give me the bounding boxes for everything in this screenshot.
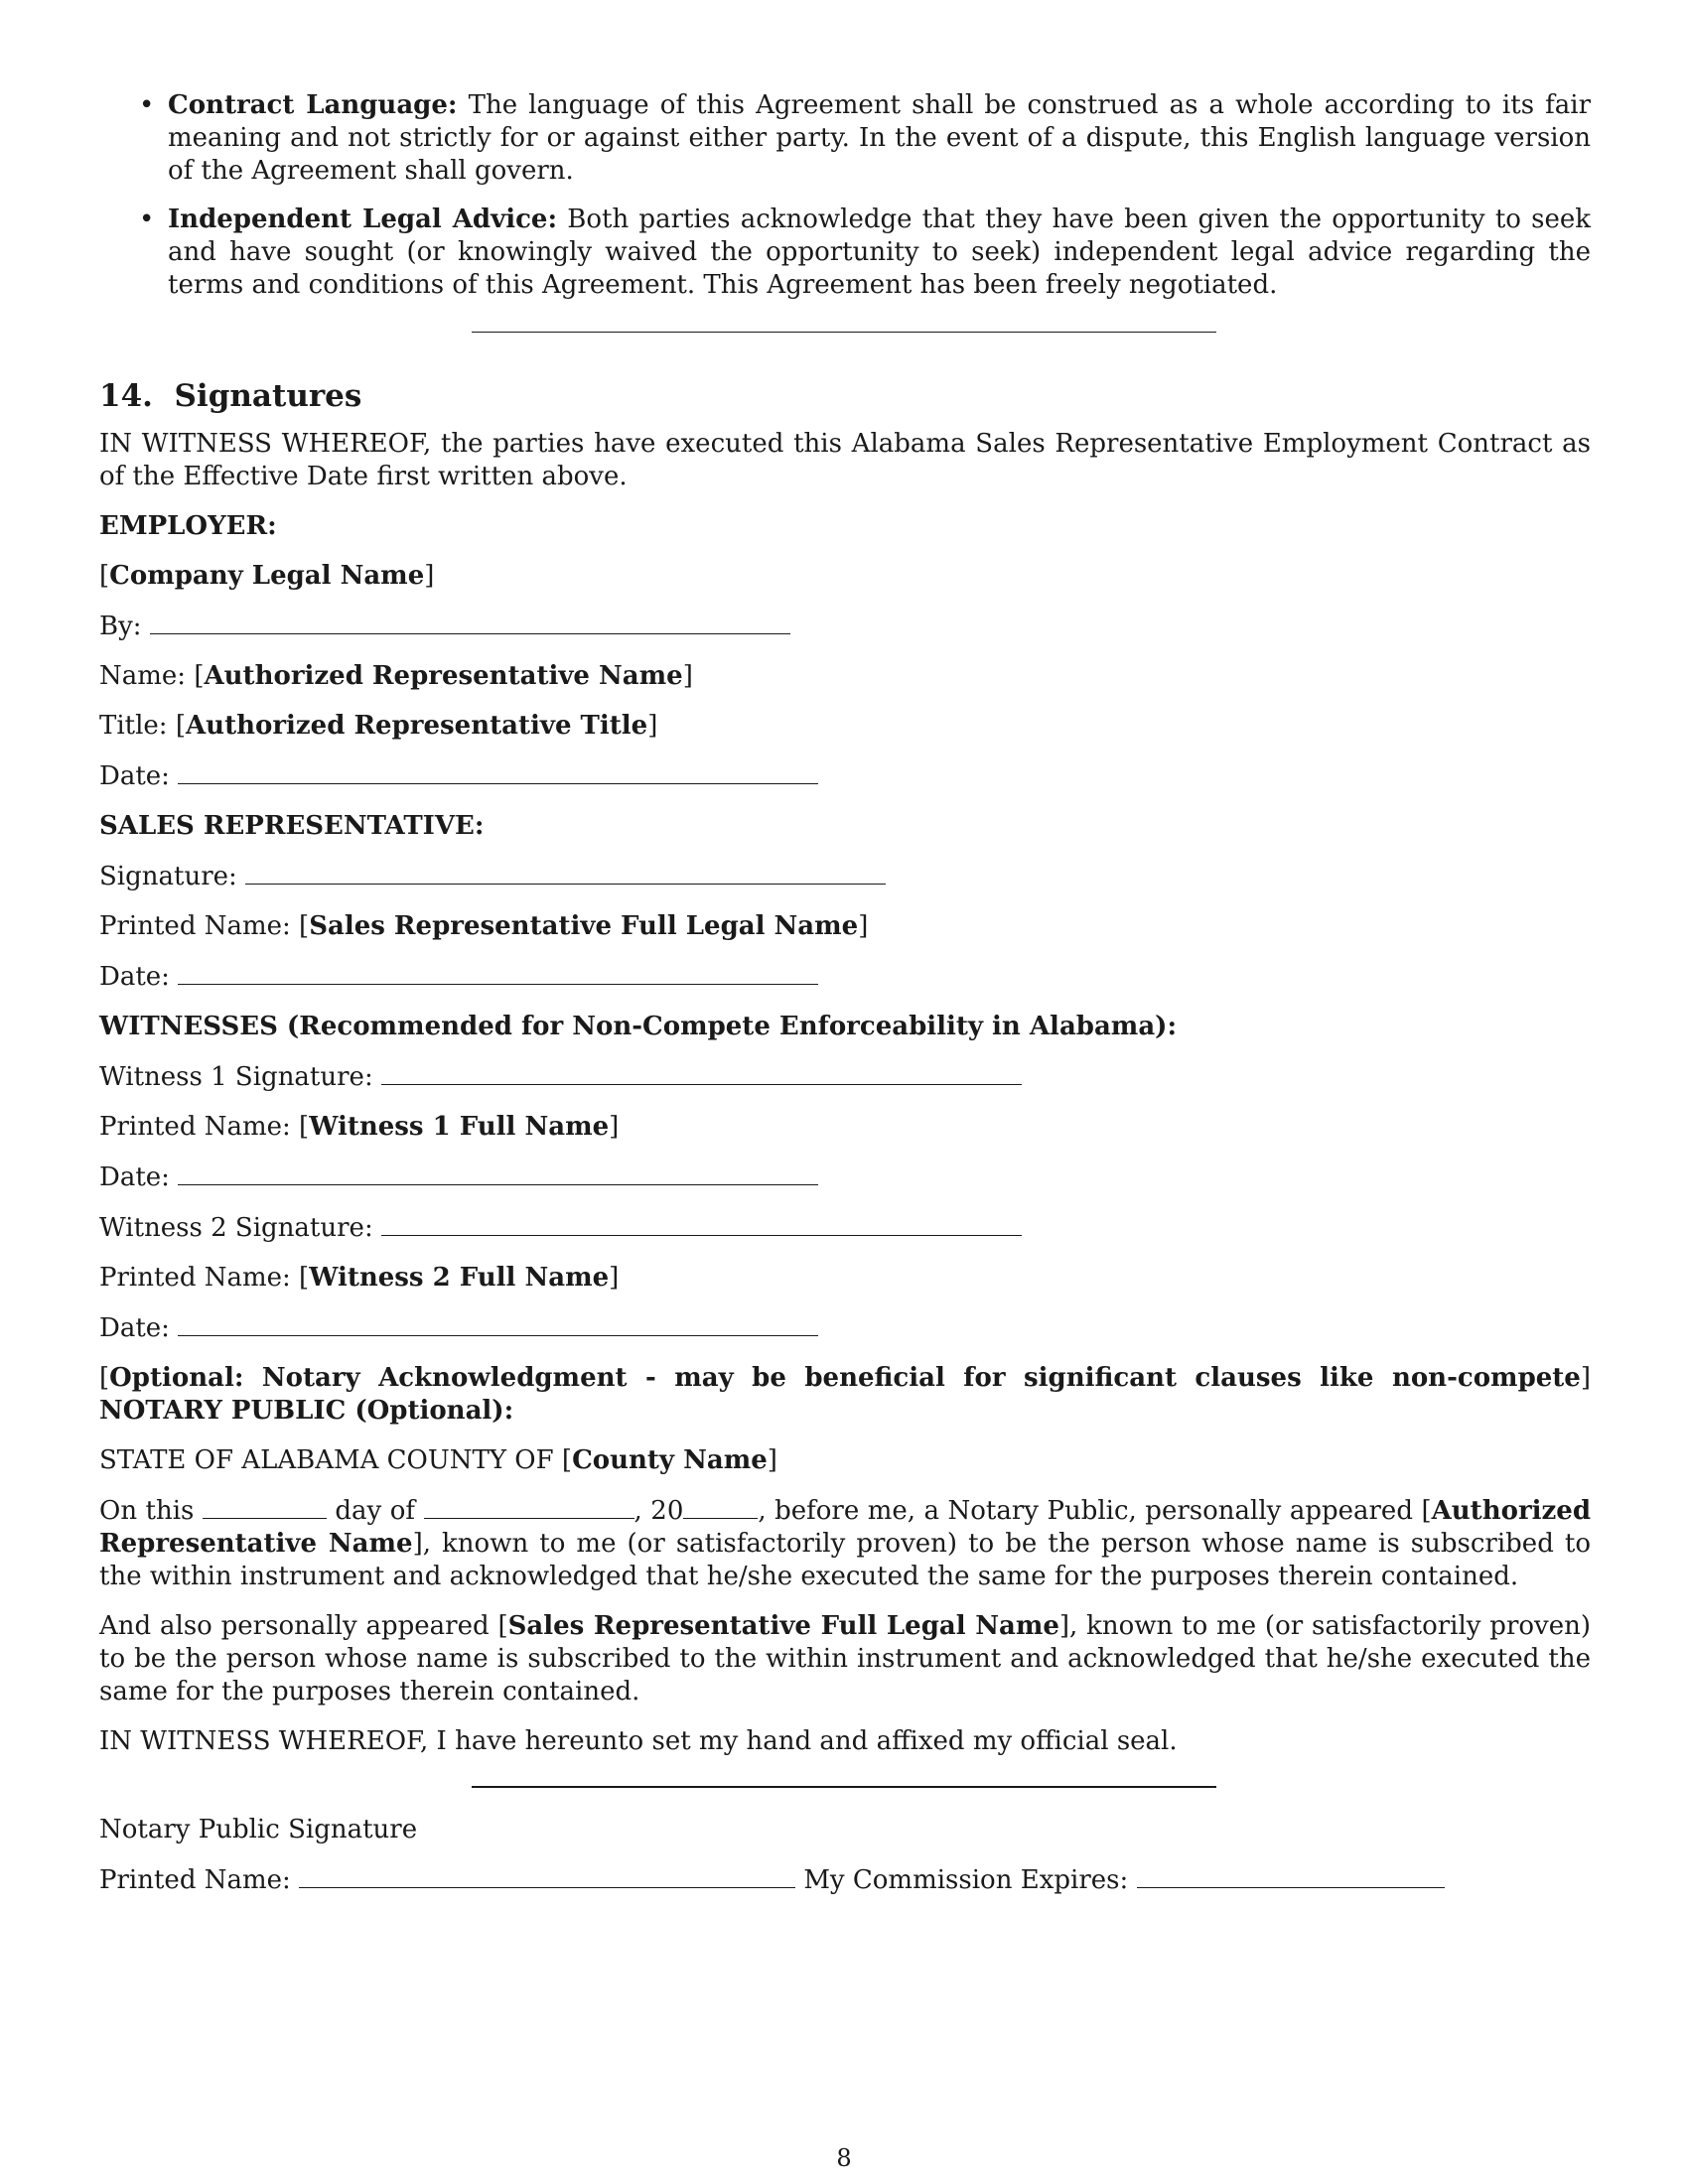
section-title: Signatures (174, 378, 362, 414)
title-label: Title: (99, 711, 168, 741)
notary-day-field[interactable] (203, 1494, 327, 1519)
by-label: By: (99, 612, 142, 641)
bullet-text: Both parties acknowledge that they have been given the opportunity to seek and have sought (or knowingly waived the opportunity to seek) independent legal advice regarding the terms and conditions of this Agreement. This Agreement has been freely negotiated. (168, 205, 1591, 300)
county-name-value: County Name (572, 1445, 768, 1475)
rep-printed-name-value: Sales Representative Full Legal Name (309, 911, 859, 941)
notary-printed-name-label: Printed Name: (99, 1865, 291, 1895)
employer-signature-line[interactable] (150, 610, 790, 634)
witness2-printed-name-line: Printed Name: [Witness 2 Full Name] (99, 1263, 620, 1293)
bullet-term: Independent Legal Advice: (168, 205, 558, 234)
employer-name-value: Authorized Representative Name (204, 661, 683, 691)
p1-name: Authorized Representative Name (99, 1496, 1592, 1559)
date-label: Date: (99, 962, 170, 992)
witness2-signature-field[interactable] (381, 1211, 1022, 1236)
section-divider (472, 332, 1216, 333)
p1-before: , before me, a Notary Public, personally appeared (758, 1496, 1413, 1526)
name-label: Name: (99, 661, 187, 691)
witness2-signature-label: Witness 2 Signature: (99, 1213, 373, 1243)
notary-state-county: STATE OF ALABAMA COUNTY OF [County Name] (99, 1445, 777, 1475)
employer-heading: EMPLOYER: (99, 511, 277, 541)
rep-date-line (99, 960, 1591, 994)
notary-month-field[interactable] (424, 1494, 634, 1519)
section-intro: IN WITNESS WHEREOF, the parties have executed this Alabama Sales Representative Employment Contract as of the Effective Date first written above. (99, 429, 1591, 491)
notary-heading: [Optional: Notary Acknowledgment - may be beneficial for significant clauses like non-compete] NOTARY PUBLIC (Optional): (99, 1363, 1591, 1426)
printed-name-label: Printed Name: (99, 1263, 291, 1293)
date-label: Date: (99, 1162, 170, 1192)
employer-title-line: Title: [Authorized Representative Title] (99, 711, 658, 741)
page-number: 8 (836, 2144, 852, 2172)
state-county-label: STATE OF ALABAMA COUNTY OF (99, 1445, 554, 1475)
rep-date-field[interactable] (178, 960, 818, 985)
notary-paragraph-2: And also personally appeared [Sales Representative Full Legal Name], known to me (or satisfactorily proven) to be the person whose name is subscribed to the within instrument and acknowledged that he/she executed the same for the purposes therein contained. (99, 1611, 1591, 1706)
section-heading (99, 376, 1591, 416)
company-name: Company Legal Name (109, 561, 425, 591)
witness1-signature-line (99, 1060, 1591, 1094)
bullet-text: The language of this Agreement shall be construed as a whole according to its fair meaning and not strictly for or against either party. In the event of a dispute, this English language version of the Agreement shall govern. (168, 90, 1592, 186)
p2-name: Sales Representative Full Legal Name (507, 1611, 1059, 1641)
witness1-date-field[interactable] (178, 1160, 818, 1185)
witness2-date-field[interactable] (178, 1311, 818, 1336)
notary-year-field[interactable] (683, 1494, 758, 1519)
p2-rest: , known to me (or satisfactorily proven) to be the person whose name is subscribed to the within instrument and acknowledged that he/she executed the same for the purposes therein contained. (99, 1611, 1591, 1706)
rep-signature-line (99, 860, 1591, 893)
notary-heading-bracket: Optional: Notary Acknowledgment - may be beneficial for significant clauses like non-compete (109, 1363, 1581, 1393)
notary-printed-name-field[interactable] (299, 1863, 795, 1888)
printed-name-label: Printed Name: (99, 911, 291, 941)
witnesses-heading: WITNESSES (Recommended for Non-Compete Enforceability in Alabama): (99, 1012, 1178, 1041)
bullet-dot-icon: • (139, 205, 155, 234)
date-label: Date: (99, 1313, 170, 1343)
notary-seal-text: IN WITNESS WHEREOF, I have hereunto set my hand and affixed my official seal. (99, 1726, 1178, 1756)
witness1-printed-name-line: Printed Name: [Witness 1 Full Name] (99, 1112, 620, 1142)
employer-date-line (99, 759, 1591, 793)
notary-signature-line[interactable] (472, 1786, 1216, 1788)
p1-year: , 20 (633, 1496, 684, 1526)
witness2-date-line (99, 1311, 1591, 1345)
notary-heading-tail: NOTARY PUBLIC (Optional): (99, 1396, 514, 1426)
employer-name-line: Name: [Authorized Representative Name] (99, 661, 693, 691)
date-label: Date: (99, 761, 170, 791)
employer-date-field[interactable] (178, 759, 818, 784)
witness1-printed-name-value: Witness 1 Full Name (309, 1112, 610, 1142)
employer-company: [Company Legal Name] (99, 561, 435, 591)
witness1-signature-field[interactable] (381, 1060, 1022, 1085)
p1-on: On this (99, 1496, 195, 1526)
bullet-contract-language (99, 89, 1591, 188)
bullet-dot-icon: • (139, 90, 155, 120)
witness2-signature-line (99, 1211, 1591, 1245)
signature-label: Signature: (99, 862, 237, 891)
notary-paragraph-1: On this day of , 20 , before me, a Notary Public, personally appeared [Authorized Representative Name], known to me (or satisfactorily proven) to be the person whose name is subscribed to the within instrument and acknowledged that he/she executed the same for the purposes therein contained. (99, 1496, 1592, 1591)
rep-printed-name-line: Printed Name: [Sales Representative Full Legal Name] (99, 911, 869, 941)
p1-rest: , known to me (or satisfactorily proven) to be the person whose name is subscribed to the within instrument and acknowledged that he/she executed the same for the purposes therein contained. (99, 1529, 1591, 1591)
section-number: 14. (99, 378, 153, 414)
bullet-independent-legal-advice (99, 204, 1591, 302)
document-page (99, 89, 1591, 1914)
p1-day: day of (335, 1496, 416, 1526)
notary-signature-caption: Notary Public Signature (99, 1815, 418, 1844)
notary-printed-commission-line (99, 1863, 1591, 1897)
employer-by-line (99, 610, 1591, 643)
witness1-date-line (99, 1160, 1591, 1194)
rep-signature-field[interactable] (245, 860, 886, 885)
commission-expires-field[interactable] (1137, 1863, 1445, 1888)
witness2-printed-name-value: Witness 2 Full Name (309, 1263, 610, 1293)
clause-bullet-list (99, 89, 1591, 302)
commission-expires-label: My Commission Expires: (803, 1865, 1129, 1895)
rep-heading: SALES REPRESENTATIVE: (99, 811, 485, 841)
witness1-signature-label: Witness 1 Signature: (99, 1062, 373, 1092)
bullet-term: Contract Language: (168, 90, 458, 120)
p2-start: And also personally appeared (99, 1611, 490, 1641)
employer-title-value: Authorized Representative Title (186, 711, 648, 741)
printed-name-label: Printed Name: (99, 1112, 291, 1142)
